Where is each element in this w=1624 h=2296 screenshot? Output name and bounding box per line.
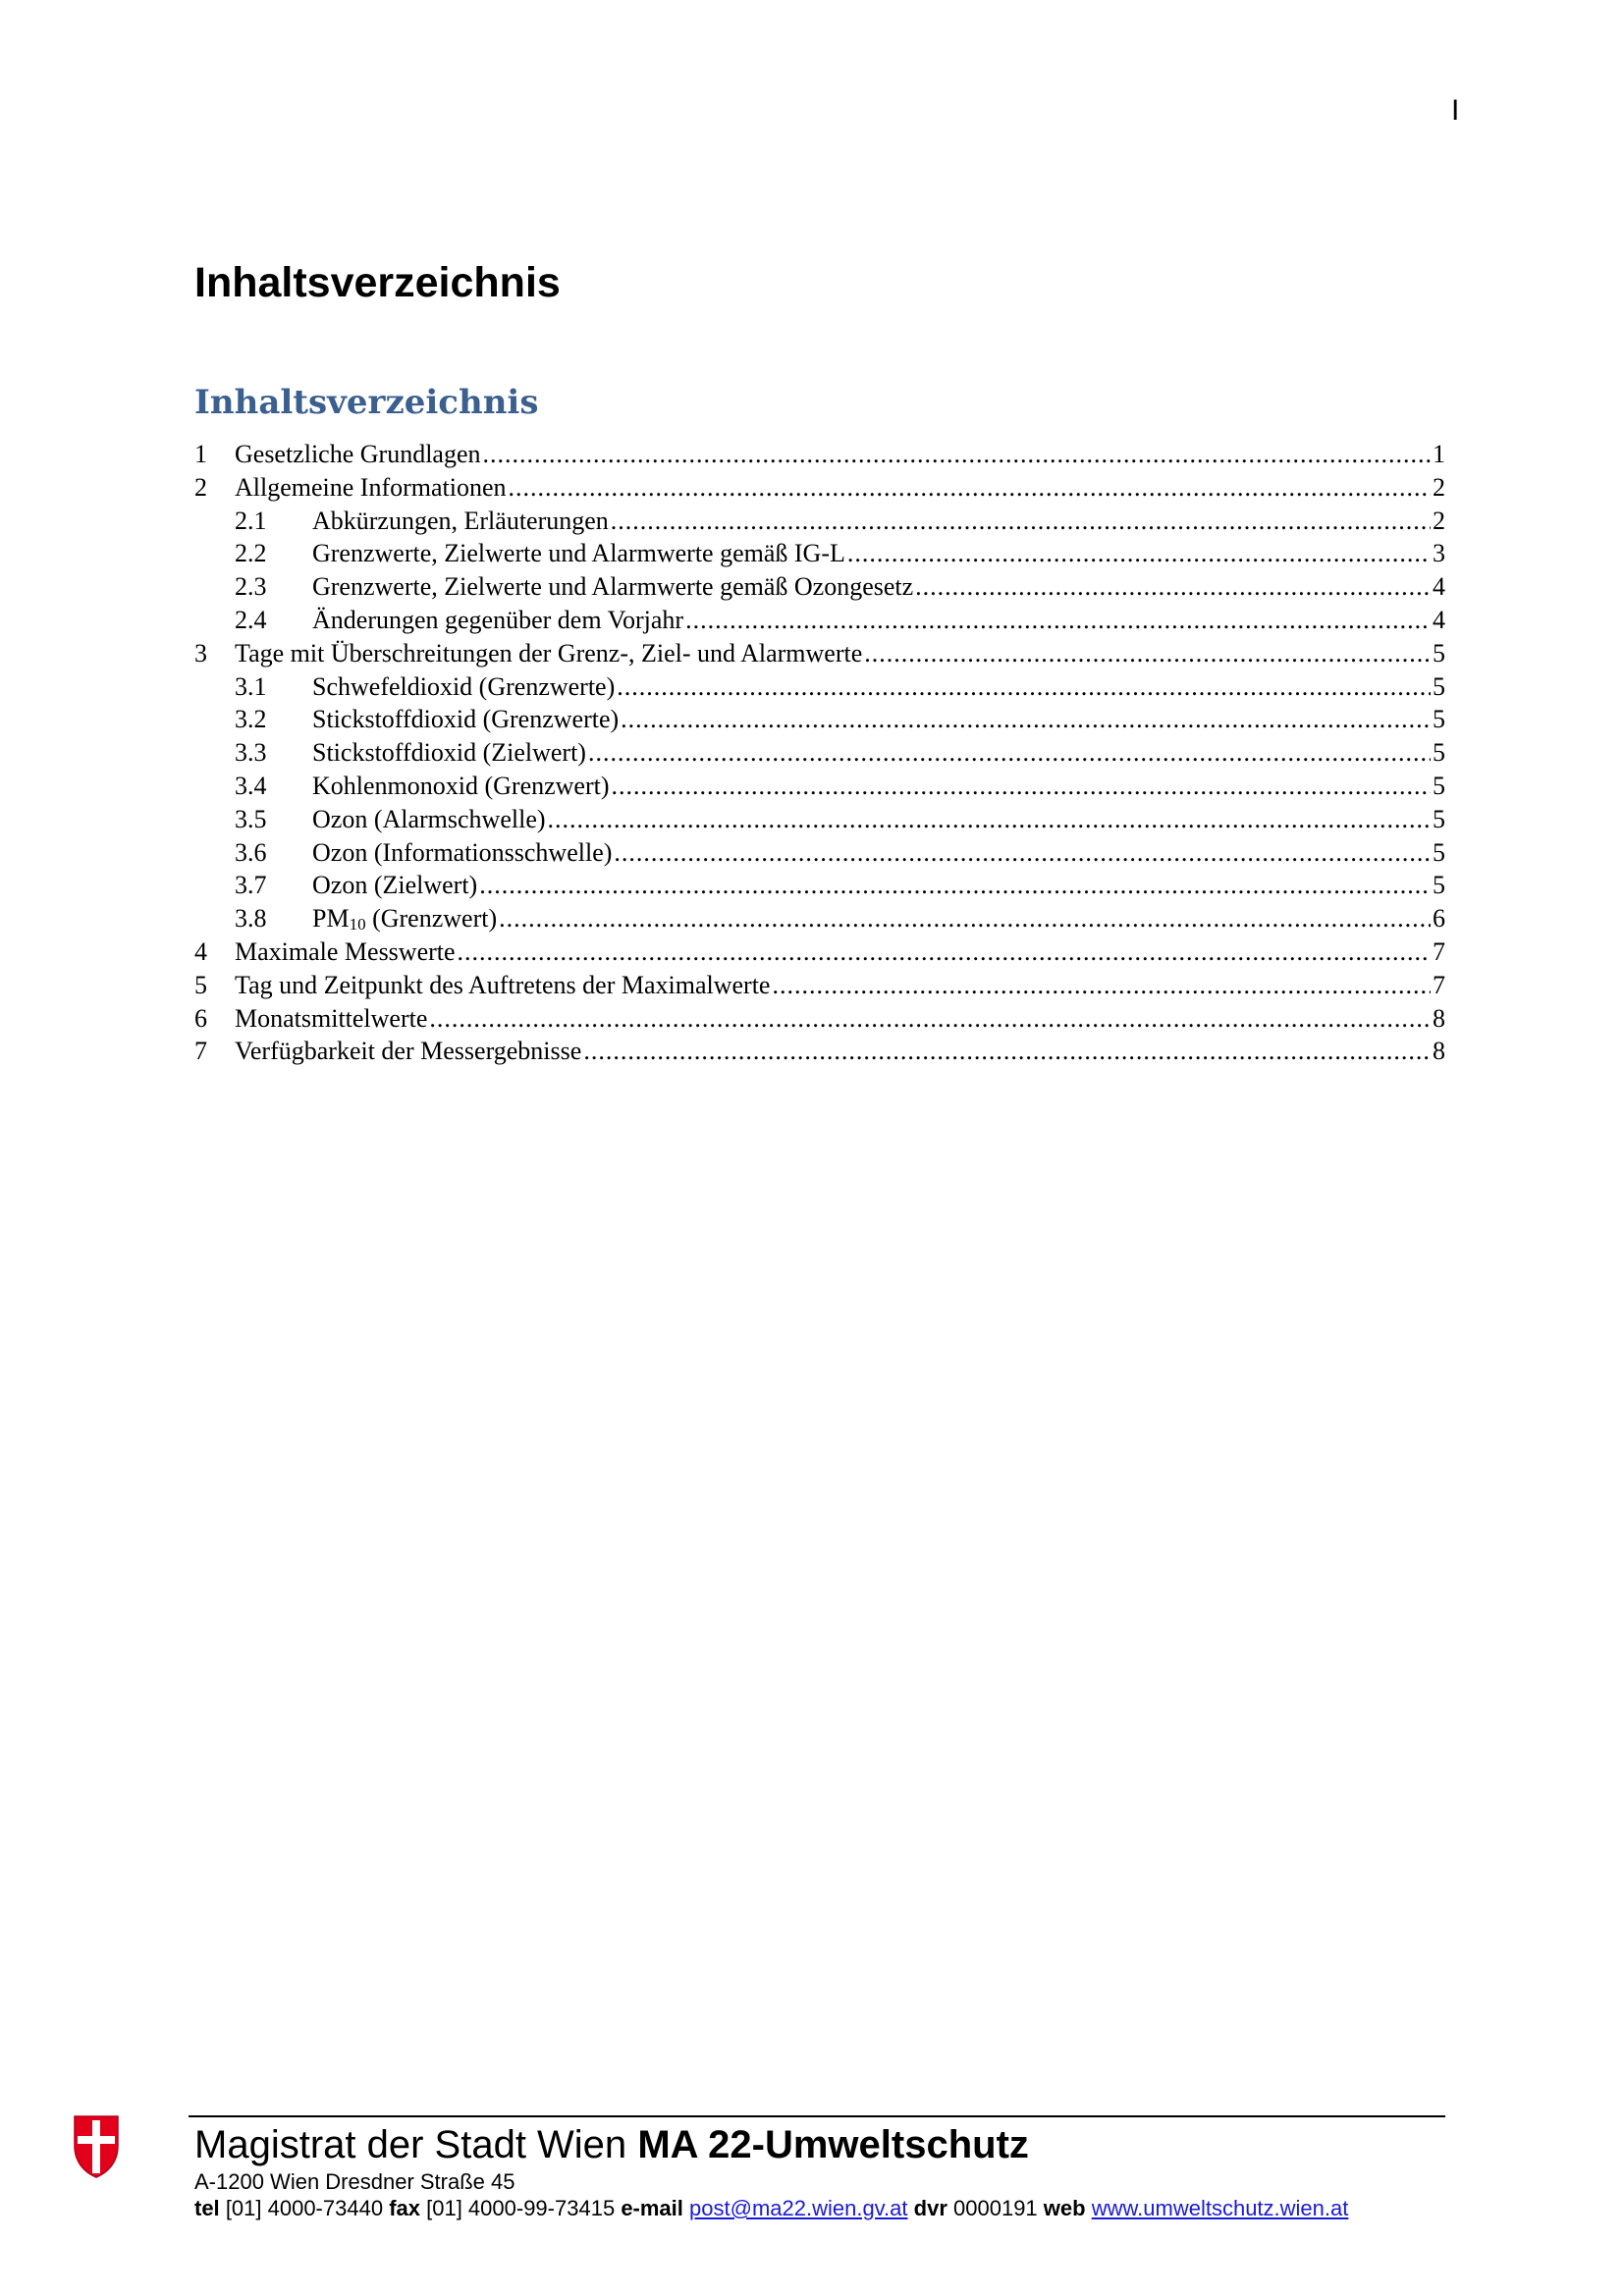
toc-entry[interactable]: [194, 637, 1445, 670]
toc-dot-leader: [612, 770, 1431, 803]
toc-entry-page: 5: [1433, 837, 1445, 867]
toc-entry[interactable]: [194, 570, 1445, 604]
toc-entry-title-main: PM: [312, 904, 350, 934]
toc-entry-title[interactable]: Stickstoffdioxid (Grenzwerte): [312, 705, 620, 734]
toc-entry-number: 3.1: [235, 671, 267, 701]
toc-entry-title[interactable]: Änderungen gegenüber dem Vorjahr: [312, 605, 684, 634]
toc-entry-number: 2.4: [235, 605, 267, 634]
toc-entry-number: 3.8: [235, 904, 267, 934]
toc-entry-title[interactable]: Stickstoffdioxid (Zielwert): [312, 738, 586, 768]
footer-web-link[interactable]: www.umweltschutz.wien.at: [1091, 2196, 1349, 2220]
toc-entry-number: 7: [194, 1037, 207, 1066]
toc-entry-number: 4: [194, 936, 207, 966]
toc-entry[interactable]: [194, 736, 1445, 770]
toc-dot-leader: [479, 869, 1431, 902]
toc-dot-leader: [621, 703, 1431, 736]
toc-entry-title[interactable]: Kohlenmonoxid (Grenzwert): [312, 771, 610, 800]
toc-entry-page: 5: [1433, 738, 1445, 768]
toc-entry[interactable]: [194, 670, 1445, 704]
toc-entry-page: 8: [1433, 1003, 1445, 1033]
toc-entry-number: 5: [194, 970, 207, 999]
toc-entry-page: 1: [1433, 440, 1445, 468]
toc-entry[interactable]: [194, 969, 1445, 1002]
toc-entry-number: 3: [194, 638, 207, 667]
toc-entry[interactable]: [194, 770, 1445, 803]
toc-entry[interactable]: [194, 471, 1445, 505]
toc-entry-page: 5: [1433, 871, 1445, 900]
toc-entry-number: 2: [194, 472, 207, 502]
toc-entry-number: 3.5: [235, 804, 267, 833]
toc-entry-number: 3.4: [235, 771, 267, 800]
toc-entry-page: 8: [1433, 1037, 1445, 1066]
toc-entry-title[interactable]: Verfügbarkeit der Messergebnisse: [235, 1037, 582, 1066]
toc-entry-number: 3.6: [235, 837, 267, 867]
toc-dot-leader: [588, 736, 1431, 770]
toc-entry-title[interactable]: Ozon (Alarmschwelle): [312, 804, 546, 833]
toc-entry-number: 6: [194, 1003, 207, 1033]
toc-entry-number: 2.1: [235, 506, 267, 535]
toc-entry-title[interactable]: Monatsmittelwerte: [235, 1003, 428, 1033]
toc-entry-page: 5: [1433, 671, 1445, 701]
footer-tel-label: tel: [194, 2196, 220, 2220]
toc-dot-leader: [915, 570, 1431, 604]
toc-entry[interactable]: [194, 869, 1445, 902]
toc-entry-page: 7: [1433, 936, 1445, 966]
toc-entry-page: 7: [1433, 970, 1445, 999]
toc-entry-title[interactable]: Grenzwerte, Zielwerte und Alarmwerte gemäß IG-L: [312, 539, 845, 568]
toc-dot-leader: [614, 836, 1431, 870]
toc-entry[interactable]: [194, 604, 1445, 637]
toc-entry-page: 3: [1433, 539, 1445, 568]
toc-entry-title[interactable]: Allgemeine Informationen: [235, 472, 507, 502]
toc-entry-page: 6: [1433, 904, 1445, 934]
toc-dot-leader: [548, 803, 1431, 836]
footer-email-link[interactable]: post@ma22.wien.gv.at: [689, 2196, 908, 2220]
footer-fax: [01] 4000-99-73415: [426, 2196, 616, 2220]
footer-org-name: Magistrat der Stadt Wien: [194, 2123, 627, 2166]
toc-entry-number: 2.2: [235, 539, 267, 568]
toc-entry-page: 5: [1433, 705, 1445, 734]
toc-dot-leader: [772, 969, 1431, 1002]
toc-dot-leader: [847, 537, 1431, 570]
page-title: Inhaltsverzeichnis: [194, 259, 561, 306]
toc-entry-page: 5: [1433, 771, 1445, 800]
toc-entry-title[interactable]: Maximale Messwerte: [235, 936, 456, 966]
toc-entry-title[interactable]: Tag und Zeitpunkt des Auftretens der Maximalwerte: [235, 970, 771, 999]
toc-entry-page: 2: [1433, 506, 1445, 535]
toc-entry[interactable]: [194, 1002, 1445, 1036]
footer-tel: [01] 4000-73440: [225, 2196, 384, 2220]
toc-entry[interactable]: [194, 803, 1445, 836]
toc-entry[interactable]: [194, 935, 1445, 969]
page-number: I: [1451, 94, 1460, 127]
toc-entry-number: 3.7: [235, 871, 267, 900]
footer-organization: [194, 2120, 1029, 2169]
footer-web-label: web: [1043, 2196, 1086, 2220]
toc-entry[interactable]: [194, 505, 1445, 538]
footer-contact: [194, 2196, 1348, 2221]
toc-dot-leader: [483, 438, 1431, 471]
toc-dot-leader: [611, 505, 1431, 538]
toc-entry-number: 3.3: [235, 738, 267, 768]
footer-department: MA 22-Umweltschutz: [637, 2123, 1029, 2166]
toc-dot-leader: [429, 1002, 1431, 1036]
toc-entry-number: 3.2: [235, 705, 267, 734]
toc-entry[interactable]: [194, 438, 1445, 471]
toc-dot-leader: [617, 670, 1431, 704]
toc-entry-number: 2.3: [235, 572, 267, 602]
toc-entry-title[interactable]: Gesetzliche Grundlagen: [235, 440, 481, 468]
footer-address: A-1200 Wien Dresdner Straße 45: [194, 2169, 515, 2194]
toc-entry[interactable]: [194, 703, 1445, 736]
footer-email-label: e-mail: [621, 2196, 683, 2220]
toc-entry[interactable]: [194, 537, 1445, 570]
toc-entry-title-rest: (Grenzwert): [365, 904, 498, 934]
table-of-contents: [194, 438, 1445, 1068]
toc-entry-title[interactable]: Tage mit Überschreitungen der Grenz-, Ziel- und Alarmwerte: [235, 638, 863, 667]
toc-dot-leader: [458, 935, 1431, 969]
vienna-coat-of-arms-icon: [73, 2112, 120, 2179]
toc-entry-page: 5: [1433, 804, 1445, 833]
toc-dot-leader: [583, 1035, 1431, 1068]
toc-entry-number: 1: [194, 440, 207, 468]
footer-divider: [189, 2115, 1445, 2117]
toc-heading: Inhaltsverzeichnis: [194, 383, 539, 422]
toc-entry-title[interactable]: Abkürzungen, Erläuterungen: [312, 506, 609, 535]
toc-dot-leader: [864, 637, 1431, 670]
toc-entry-title[interactable]: Schwefeldioxid (Grenzwerte): [312, 671, 616, 701]
toc-entry-title[interactable]: [312, 902, 497, 935]
toc-entry-page: 5: [1433, 638, 1445, 667]
toc-dot-leader: [685, 604, 1431, 637]
toc-entry[interactable]: [194, 902, 1445, 935]
toc-entry-title[interactable]: Grenzwerte, Zielwerte und Alarmwerte gemäß Ozongesetz: [312, 572, 914, 602]
toc-entry-title[interactable]: Ozon (Zielwert): [312, 871, 478, 900]
toc-dot-leader: [499, 902, 1431, 935]
footer-dvr: 0000191: [953, 2196, 1038, 2220]
toc-entry-page: 4: [1433, 572, 1445, 602]
toc-entry-page: 4: [1433, 605, 1445, 634]
toc-entry[interactable]: [194, 1035, 1445, 1068]
toc-entry-title-subscript: 10: [349, 915, 366, 934]
toc-entry-title[interactable]: Ozon (Informationsschwelle): [312, 837, 613, 867]
toc-entry[interactable]: [194, 836, 1445, 870]
footer-fax-label: fax: [389, 2196, 420, 2220]
toc-dot-leader: [509, 471, 1431, 505]
footer-dvr-label: dvr: [913, 2196, 947, 2220]
toc-entry-page: 2: [1433, 472, 1445, 502]
